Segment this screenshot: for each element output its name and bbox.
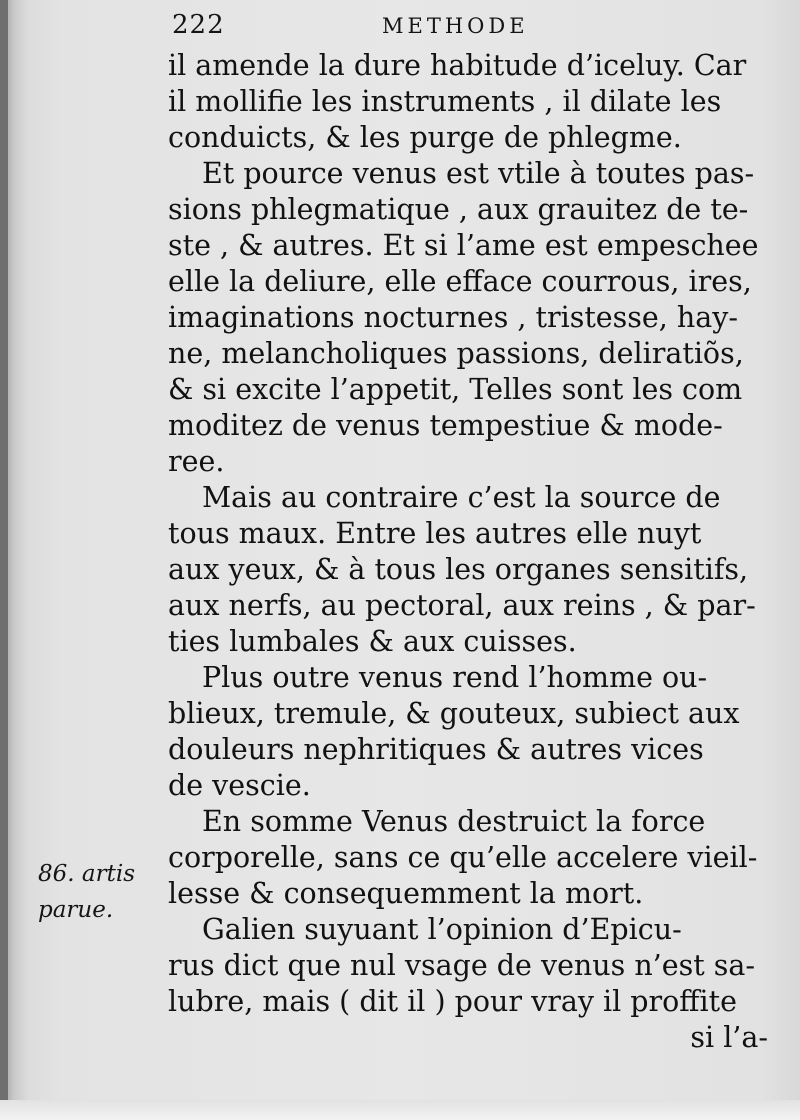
text-line: aux nerfs, au pectoral, aux reins , & par-	[168, 589, 756, 622]
page-bottom-edge	[0, 1100, 800, 1120]
text-line: elle la deliure, elle efface courrous, ires,	[168, 265, 752, 298]
text-line: sions phlegmatique , aux grauitez de te-	[168, 193, 749, 226]
margin-note-line: parue.	[38, 897, 114, 923]
page-binding-edge	[0, 0, 8, 1120]
text-line: aux yeux, & à tous les organes sensitifs,	[168, 553, 749, 586]
text-line: rus dict que nul vsage de venus n’est sa-	[168, 949, 755, 982]
paragraph-start-line: Plus outre venus rend l’homme ou-	[202, 661, 708, 694]
paragraph-start-line: Galien suyuant l’opinion d’Epicu-	[202, 913, 682, 946]
paragraph-start-line: En somme Venus destruict la force	[202, 805, 706, 838]
text-line: ste , & autres. Et si l’ame est empeschee	[168, 229, 759, 262]
text-line: il mollifie les instruments , il dilate les	[168, 85, 722, 118]
page-number: 222	[172, 10, 225, 40]
main-text-block	[168, 48, 768, 1056]
paragraph-start-line: Mais au contraire c’est la source de	[202, 481, 721, 514]
text-line: ne, melancholiques passions, deliratiõs,	[168, 337, 744, 370]
text-line: lubre, mais ( dit il ) pour vray il proffite	[168, 985, 737, 1018]
text-line: conduicts, & les purge de phlegme.	[168, 121, 682, 154]
text-line: corporelle, sans ce qu’elle accelere vieil-	[168, 841, 758, 874]
text-line: & si excite l’appetit, Telles sont les com	[168, 373, 743, 406]
text-line: blieux, tremule, & gouteux, subiect aux	[168, 697, 740, 730]
text-line: de vescie.	[168, 769, 311, 802]
text-line: ties lumbales & aux cuisses.	[168, 625, 577, 658]
text-line: moditez de venus tempestiue & mode-	[168, 409, 723, 442]
margin-note-line: 86. artis	[38, 861, 135, 887]
text-line: tous maux. Entre les autres elle nuyt	[168, 517, 702, 550]
page-header	[172, 10, 772, 46]
text-line: imaginations nocturnes , tristesse, hay-	[168, 301, 738, 334]
paragraph-start-line: Et pource venus est vtile à toutes pas-	[202, 157, 755, 190]
text-line: ree.	[168, 445, 225, 478]
margin-note	[38, 856, 160, 928]
text-line: douleurs nephritiques & autres vices	[168, 733, 704, 766]
text-line: il amende la dure habitude d’iceluy. Car	[168, 49, 747, 82]
text-line: lesse & consequemment la mort.	[168, 877, 644, 910]
running-title: METHODE	[382, 14, 529, 38]
catchword-line: si l’a-	[690, 1021, 768, 1054]
